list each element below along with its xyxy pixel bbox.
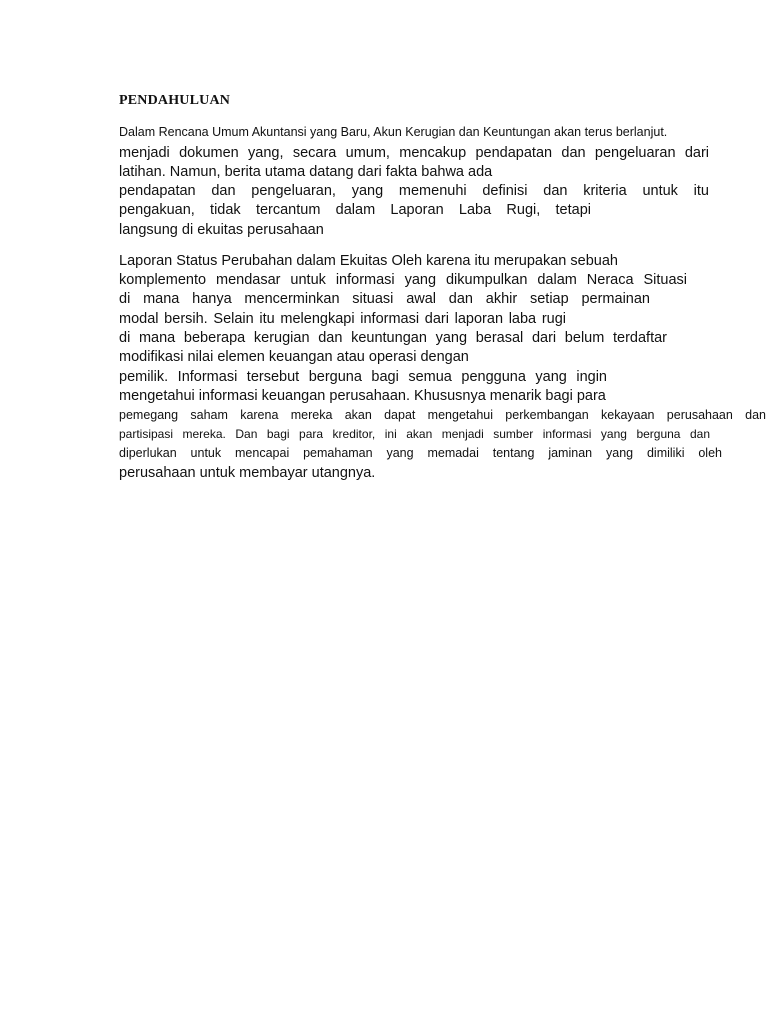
paragraph2-line-1: Laporan Status Perubahan dalam Ekuitas Oleh karena itu merupakan sebuah: [119, 253, 618, 269]
paragraph2-line-11: diperlukan untuk mencapai pemahaman yang memadai tentang jaminan yang dimiliki oleh: [119, 446, 722, 460]
paragraph2-line-2: komplemento mendasar untuk informasi yang dikumpulkan dalam Neraca Situasi: [119, 272, 687, 288]
paragraph2-line-4: modal bersih. Selain itu melengkapi informasi dari laporan laba rugi: [119, 311, 566, 327]
section-heading: PENDAHULUAN: [119, 93, 231, 108]
paragraph2-line-6: modifikasi nilai elemen keuangan atau operasi dengan: [119, 349, 469, 365]
paragraph1-line-6: langsung di ekuitas perusahaan: [119, 222, 324, 238]
paragraph1-line-3: latihan. Namun, berita utama datang dari fakta bahwa ada: [119, 164, 493, 180]
paragraph2-line-12: perusahaan untuk membayar utangnya.: [119, 465, 376, 481]
paragraph1-line-2: menjadi dokumen yang, secara umum, mencakup pendapatan dan pengeluaran dari: [119, 145, 709, 161]
paragraph2-line-3: di mana hanya mencerminkan situasi awal dan akhir setiap permainan: [119, 291, 650, 307]
paragraph2-line-7: pemilik. Informasi tersebut berguna bagi semua pengguna yang ingin: [119, 369, 607, 385]
paragraph2-line-5: di mana beberapa kerugian dan keuntungan yang berasal dari belum terdaftar: [119, 330, 667, 346]
paragraph2-line-8: mengetahui informasi keuangan perusahaan. Khususnya menarik bagi para: [119, 388, 606, 404]
paragraph1-line-1: Dalam Rencana Umum Akuntansi yang Baru, Akun Kerugian dan Keuntungan akan terus berlanjut.: [119, 125, 668, 139]
paragraph2-line-9: pemegang saham karena mereka akan dapat mengetahui perkembangan kekayaan perusahaan dan: [119, 409, 766, 422]
paragraph2-line-10: partisipasi mereka. Dan bagi para kreditor, ini akan menjadi sumber informasi yang berguna dan: [119, 427, 710, 441]
paragraph1-line-4: pendapatan dan pengeluaran, yang memenuhi definisi dan kriteria untuk itu: [119, 183, 709, 199]
paragraph1-line-5: pengakuan, tidak tercantum dalam Laporan Laba Rugi, tetapi: [119, 202, 591, 218]
